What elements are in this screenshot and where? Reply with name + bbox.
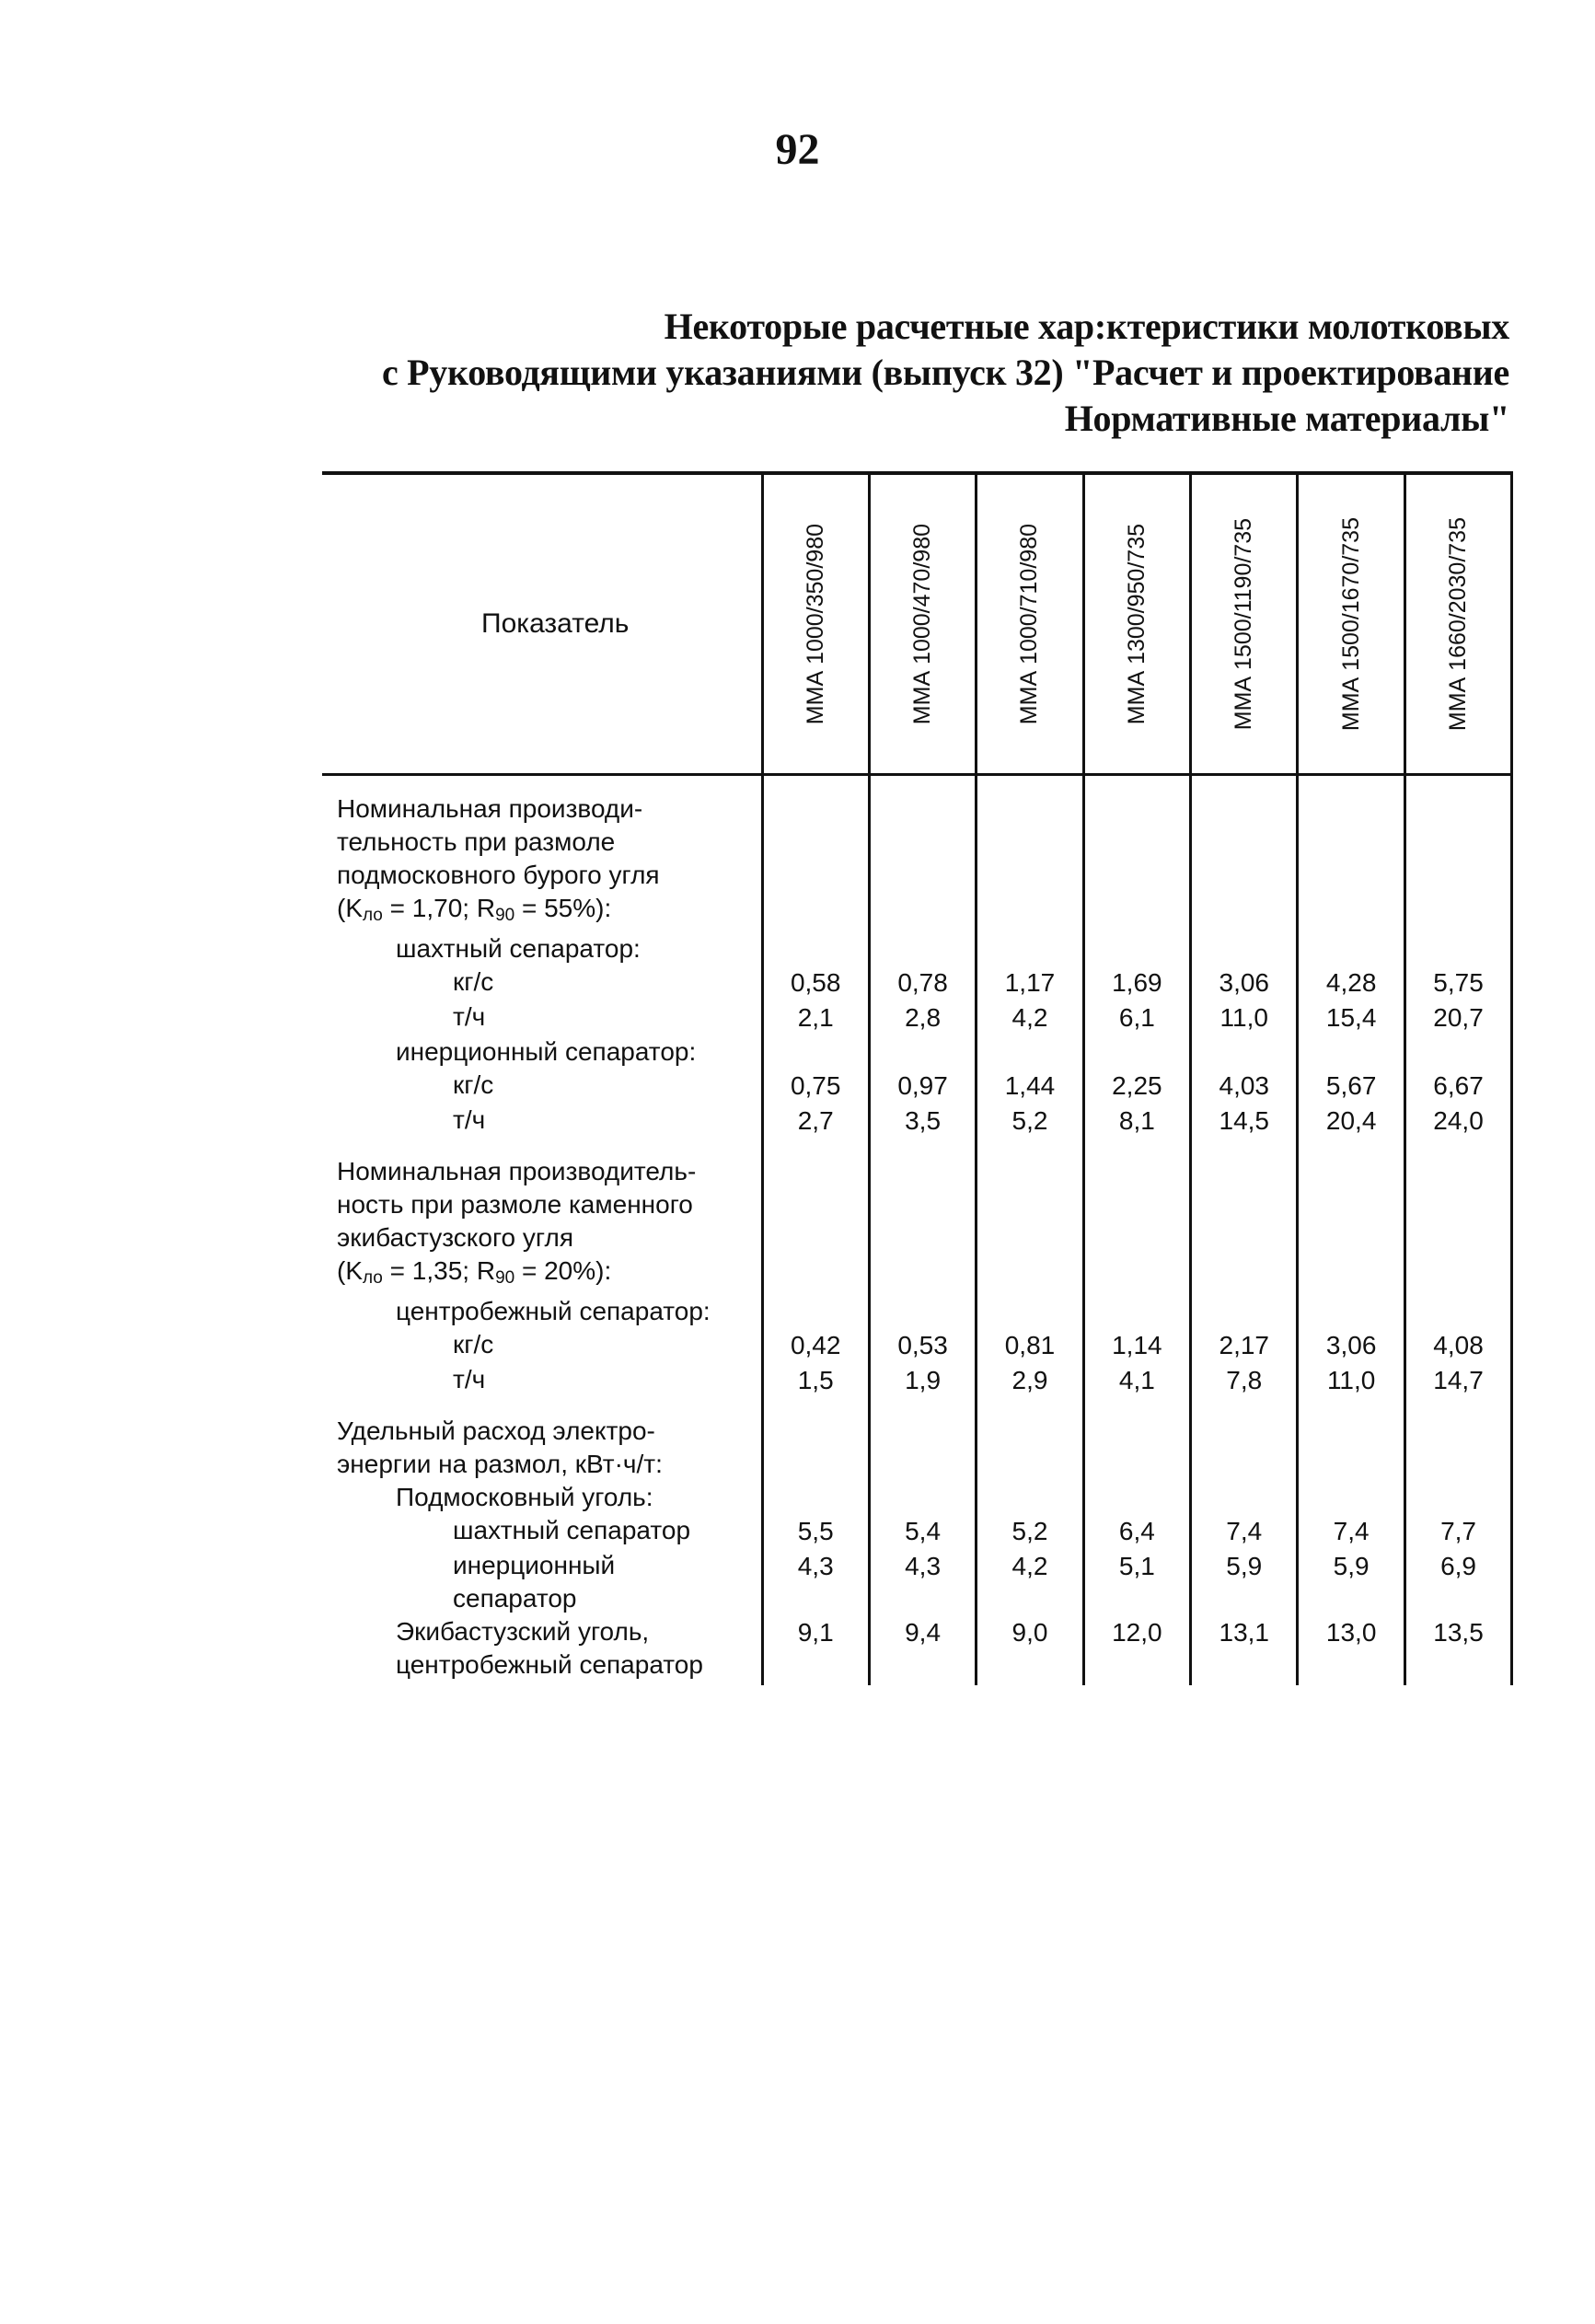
- row-label-ekibastuz-coal: [322, 1615, 762, 1685]
- subscript: 90: [495, 905, 515, 925]
- table-cell: 4,2: [977, 1549, 1083, 1615]
- table-row: [322, 1328, 1512, 1363]
- unit-label: т/ч: [453, 1104, 486, 1134]
- table-row: [322, 1104, 1512, 1139]
- column-header-label: ММА 1000/470/980: [909, 523, 936, 724]
- section-3-title-line: энергии на размол, кВт·ч/т:: [337, 1449, 663, 1478]
- column-header: [1404, 473, 1511, 774]
- column-header: [869, 473, 976, 774]
- section-heading-row: [322, 774, 1512, 932]
- section-1-title: [322, 774, 762, 932]
- subheading-inertial-separator: инерционный сепаратор:: [396, 1036, 697, 1066]
- table-cell: 13,5: [1404, 1615, 1511, 1685]
- table-cell: 2,17: [1191, 1328, 1298, 1363]
- table-cell: 0,75: [762, 1069, 869, 1104]
- table-cell: 4,08: [1404, 1328, 1511, 1363]
- column-header-label: ММА 1300/950/735: [1123, 523, 1150, 724]
- table-cell: 13,1: [1191, 1615, 1298, 1685]
- table-cell: 13,0: [1298, 1615, 1404, 1685]
- section-1-title-line: тельность при размоле: [337, 827, 616, 856]
- section-2-title-line: ность при размоле каменного: [337, 1189, 693, 1219]
- table-cell: 3,06: [1191, 965, 1298, 1000]
- section-heading-row: [322, 1398, 1512, 1481]
- table-cell: 2,7: [762, 1104, 869, 1139]
- table-cell: 5,2: [977, 1104, 1083, 1139]
- unit-label: кг/с: [453, 1070, 494, 1099]
- table-cell: 7,8: [1191, 1363, 1298, 1398]
- subheading-moscow-coal: Подмосковный уголь:: [396, 1482, 653, 1511]
- table-cell: 14,5: [1191, 1104, 1298, 1139]
- table-cell: 2,25: [1083, 1069, 1190, 1104]
- column-header: [1191, 473, 1298, 774]
- table-row: [322, 965, 1512, 1000]
- subheading-row: [322, 1295, 1512, 1328]
- subheading-row: [322, 1481, 1512, 1514]
- table-cell: 5,4: [869, 1514, 976, 1549]
- row-label-line: сепаратор: [453, 1583, 577, 1613]
- table-cell: 9,4: [869, 1615, 976, 1685]
- table-cell: 5,9: [1191, 1549, 1298, 1615]
- table-cell: 0,97: [869, 1069, 976, 1104]
- section-3-title-line: Удельный расход электро-: [337, 1416, 655, 1445]
- header-indicator: Показатель: [322, 473, 762, 774]
- table-cell: 5,75: [1404, 965, 1511, 1000]
- unit-label: т/ч: [453, 1001, 486, 1031]
- row-label-line: инерционный: [453, 1550, 616, 1579]
- characteristics-table: [322, 471, 1513, 1685]
- table-row: [322, 1514, 1512, 1549]
- subheading-centrifugal-separator: центробежный сепаратор:: [396, 1296, 711, 1325]
- table-row: [322, 1549, 1512, 1615]
- table-cell: 0,78: [869, 965, 976, 1000]
- section-1-title-part: = 1,70; R: [382, 893, 496, 922]
- table-cell: 12,0: [1083, 1615, 1190, 1685]
- table-header-row: [322, 473, 1512, 774]
- table-cell: 1,44: [977, 1069, 1083, 1104]
- table-cell: 20,4: [1298, 1104, 1404, 1139]
- title-line-1: Некоторые расчетные хар:ктеристики молотковых: [664, 306, 1509, 347]
- table-cell: 2,8: [869, 1000, 976, 1035]
- table-cell: 2,1: [762, 1000, 869, 1035]
- column-header: [1083, 473, 1190, 774]
- section-2-title-part: = 20%):: [514, 1255, 612, 1285]
- row-label-line: центробежный сепаратор: [396, 1649, 703, 1679]
- table-cell: 4,1: [1083, 1363, 1190, 1398]
- subscript: 90: [495, 1267, 515, 1288]
- table-cell: 7,4: [1298, 1514, 1404, 1549]
- column-header-label: ММА 1000/350/980: [802, 523, 828, 724]
- table-cell: 6,4: [1083, 1514, 1190, 1549]
- section-1-title-part: = 55%):: [514, 893, 612, 922]
- table-row: [322, 1363, 1512, 1398]
- column-header: [1298, 473, 1404, 774]
- section-3-title: [322, 1398, 762, 1481]
- unit-label: кг/с: [453, 1329, 494, 1359]
- table-cell: 2,9: [977, 1363, 1083, 1398]
- row-label-inertial-separator: [322, 1549, 762, 1615]
- section-2-title-line: экибастузского угля: [337, 1222, 573, 1252]
- table-cell: 14,7: [1404, 1363, 1511, 1398]
- table-cell: 20,7: [1404, 1000, 1511, 1035]
- table-row: [322, 1069, 1512, 1104]
- table-cell: 7,7: [1404, 1514, 1511, 1549]
- table-cell: 3,5: [869, 1104, 976, 1139]
- section-2-title: [322, 1139, 762, 1295]
- table-cell: 0,81: [977, 1328, 1083, 1363]
- column-header: [762, 473, 869, 774]
- column-header-label: ММА 1500/1190/735: [1231, 517, 1257, 730]
- table-cell: 9,0: [977, 1615, 1083, 1685]
- table-cell: 5,67: [1298, 1069, 1404, 1104]
- table-cell: 1,9: [869, 1363, 976, 1398]
- subheading-shaft-separator: шахтный сепаратор:: [396, 933, 641, 963]
- section-1-title-line: подмосковного бурого угля: [337, 860, 660, 889]
- page-number: 92: [775, 125, 820, 174]
- table-cell: 0,58: [762, 965, 869, 1000]
- section-1-title-part: (K: [337, 893, 363, 922]
- unit-label: кг/с: [453, 966, 494, 996]
- table-cell: 11,0: [1191, 1000, 1298, 1035]
- table-cell: 1,69: [1083, 965, 1190, 1000]
- table-cell: 4,2: [977, 1000, 1083, 1035]
- table-row: [322, 1615, 1512, 1685]
- section-2-title-part: = 1,35; R: [382, 1255, 496, 1285]
- column-header: [977, 473, 1083, 774]
- section-1-title-line: Номинальная производи-: [337, 793, 643, 823]
- table-cell: 6,1: [1083, 1000, 1190, 1035]
- table-cell: 9,1: [762, 1615, 869, 1685]
- table-cell: 1,17: [977, 965, 1083, 1000]
- title-line-2: с Руководящими указаниями (выпуск 32) "Расчет и проектирование: [382, 352, 1509, 393]
- row-label-line: Экибастузский уголь,: [396, 1616, 650, 1646]
- table-cell: 1,14: [1083, 1328, 1190, 1363]
- table-cell: 15,4: [1298, 1000, 1404, 1035]
- section-2-title-part: (K: [337, 1255, 363, 1285]
- table-cell: 3,06: [1298, 1328, 1404, 1363]
- subheading-row: [322, 1035, 1512, 1069]
- table-cell: 4,3: [869, 1549, 976, 1615]
- table-cell: 7,4: [1191, 1514, 1298, 1549]
- table-cell: 24,0: [1404, 1104, 1511, 1139]
- row-label-shaft-separator: шахтный сепаратор: [453, 1515, 691, 1544]
- table-cell: 6,67: [1404, 1069, 1511, 1104]
- section-2-title-line: Номинальная производитель-: [337, 1156, 697, 1185]
- subscript: ло: [363, 905, 383, 925]
- column-header-label: ММА 1000/710/980: [1016, 523, 1043, 724]
- subheading-row: [322, 932, 1512, 965]
- document-title: [313, 304, 1509, 442]
- table-cell: 5,1: [1083, 1549, 1190, 1615]
- table-cell: 4,3: [762, 1549, 869, 1615]
- table-cell: 0,42: [762, 1328, 869, 1363]
- table-cell: 4,03: [1191, 1069, 1298, 1104]
- table-cell: 0,53: [869, 1328, 976, 1363]
- table-cell: 5,5: [762, 1514, 869, 1549]
- title-line-3: Нормативные материалы": [1064, 398, 1509, 439]
- column-header-label: ММА 1500/1670/735: [1337, 516, 1364, 731]
- table-cell: 5,2: [977, 1514, 1083, 1549]
- table-cell: 1,5: [762, 1363, 869, 1398]
- unit-label: т/ч: [453, 1364, 486, 1393]
- column-header-label: ММА 1660/2030/735: [1445, 516, 1472, 731]
- table-cell: 6,9: [1404, 1549, 1511, 1615]
- section-heading-row: [322, 1139, 1512, 1295]
- subscript: ло: [363, 1267, 383, 1288]
- table-cell: 4,28: [1298, 965, 1404, 1000]
- table-cell: 8,1: [1083, 1104, 1190, 1139]
- table-cell: 5,9: [1298, 1549, 1404, 1615]
- table-row: [322, 1000, 1512, 1035]
- table-cell: 11,0: [1298, 1363, 1404, 1398]
